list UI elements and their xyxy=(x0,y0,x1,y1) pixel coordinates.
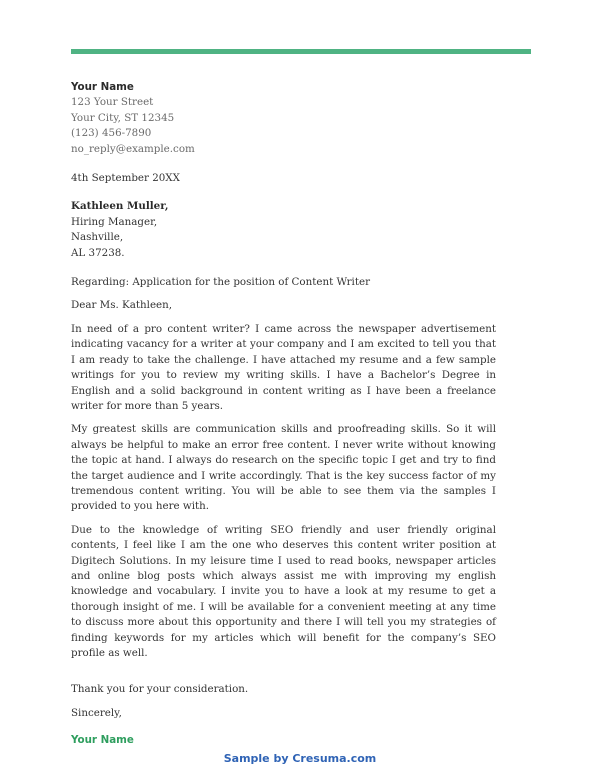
cover-letter xyxy=(71,80,496,749)
recipient-block xyxy=(71,199,496,261)
recipient-name: Kathleen Muller, xyxy=(71,200,169,213)
body-paragraph-3: Due to the knowledge of writing SEO friendly and user friendly original contents, I feel like I am the one who deserves this content writer position at Digitech Solutions. In my leisure time I used to read books, newspaper articles and online blog posts which always assist me with improving my english knowledge and vocabulary. I invite you to have a look at my resume to get a thorough insight of me. I will be available for a convenient meeting at any time to discuss more about this opportunity and there I will tell you my strategies of finding keywords for my articles which will benefit for the company’s SEO profile as well. xyxy=(71,523,496,659)
closing-sign-off: Sincerely, xyxy=(71,706,122,719)
sender-email: no_reply@example.com xyxy=(71,142,195,155)
letter-date: 4th September 20XX xyxy=(71,172,180,185)
recipient-city: Nashville, xyxy=(71,231,124,244)
body-paragraph-2: My greatest skills are communication skills and proofreading skills. So it will always be helpful to make an error free content. I never write without knowing the topic at hand. I always do research on the specific topic I get and try to find the target audience and I write accordingly. That is the key success factor of my tremendous content writing. You will be able to see them via the samples I provided to you here with. xyxy=(71,423,496,513)
body-paragraph-1: In need of a pro content writer? I came across the newspaper advertisement indicating vacancy for a writer at your company and I am excited to tell you that I am ready to take the challenge. I have attached my resume and a few sample writings for you to review my writing skills. I have a Bachelor’s Degree in English and a solid background in content writing as I have been a freelance writer for more than 5 years. xyxy=(71,322,496,412)
recipient-title: Hiring Manager, xyxy=(71,215,158,228)
regarding-line: Regarding: Application for the position of Content Writer xyxy=(71,276,370,289)
closing-thanks: Thank you for your consideration. xyxy=(71,683,249,696)
footer-credit-link[interactable]: Sample by Cresuma.com xyxy=(223,752,377,765)
salutation: Dear Ms. Kathleen, xyxy=(71,299,173,312)
sender-street: 123 Your Street xyxy=(71,96,154,109)
header-accent-rule xyxy=(71,49,531,54)
signature-name: Your Name xyxy=(71,734,134,747)
recipient-state-zip: AL 37238. xyxy=(71,246,125,259)
sender-name: Your Name xyxy=(71,81,134,93)
sender-block xyxy=(71,80,496,157)
sender-city: Your City, ST 12345 xyxy=(71,111,175,124)
sender-phone: (123) 456-7890 xyxy=(71,127,152,140)
